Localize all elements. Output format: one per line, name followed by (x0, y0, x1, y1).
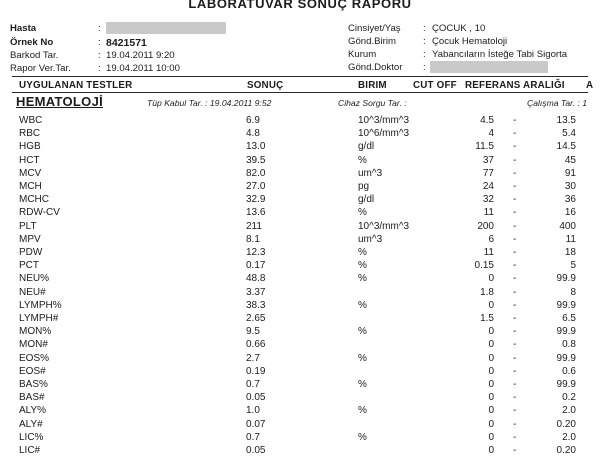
test-name: MCV (19, 167, 42, 179)
result-value: 8.1 (246, 233, 260, 245)
ref-high: 99.9 (556, 273, 576, 285)
test-name: NEU# (19, 286, 46, 298)
gender-age-label: Cinsiyet/Yaş (348, 23, 401, 34)
report-date-label: Rapor Ver.Tar. (10, 63, 71, 74)
result-value: 0.7 (246, 379, 260, 390)
table-row (0, 300, 600, 313)
unit: % (358, 405, 367, 417)
result-value: 82.0 (246, 167, 266, 179)
ref-high: 6.5 (562, 313, 576, 324)
ref-dash: - (513, 418, 517, 430)
ref-low: 0 (488, 379, 494, 390)
test-name: HGB (19, 141, 41, 153)
barcode-date-separator: : (98, 50, 101, 61)
ref-low: 1.8 (480, 286, 494, 298)
table-row (0, 366, 600, 379)
ref-low: 11 (483, 247, 494, 258)
tube-accept-date: Tüp Kabul Tar. : 19.04.2011 9:52 (147, 98, 272, 108)
ref-high: 16 (564, 207, 576, 219)
ref-low: 200 (477, 220, 494, 232)
ref-high: 14.5 (556, 141, 576, 153)
test-name: PLT (19, 220, 37, 232)
unit: % (358, 154, 367, 166)
table-row (0, 260, 600, 273)
result-value: 0.19 (246, 365, 266, 377)
ref-high: 99.9 (556, 299, 576, 311)
sending-unit-separator: : (423, 36, 426, 47)
gender-age-separator: : (423, 23, 426, 34)
ref-dash: - (513, 220, 517, 232)
col-result-header: SONUÇ (247, 80, 284, 91)
table-row (0, 392, 600, 405)
ref-high: 36 (564, 194, 576, 206)
table-row (0, 379, 600, 392)
ref-dash: - (513, 392, 517, 404)
ref-high: 0.6 (562, 365, 576, 377)
ref-dash: - (513, 286, 517, 298)
test-name: WBC (19, 115, 43, 126)
table-row (0, 326, 600, 339)
table-row (0, 445, 600, 458)
institution-separator: : (423, 49, 426, 60)
test-name: LYMPH# (19, 313, 59, 324)
ref-high: 45 (564, 154, 576, 166)
ref-high: 2.0 (562, 405, 576, 417)
table-row (0, 221, 600, 234)
ref-low: 0 (488, 365, 494, 377)
unit: % (358, 247, 367, 258)
ref-dash: - (513, 445, 517, 456)
unit: % (358, 273, 367, 285)
table-row (0, 234, 600, 247)
ref-high: 11 (565, 233, 576, 245)
result-value: 38.3 (246, 299, 266, 311)
test-name: LYMPH% (19, 299, 62, 311)
ref-dash: - (513, 273, 517, 285)
ref-low: 0 (488, 431, 494, 443)
ref-dash: - (513, 379, 517, 390)
unit: um^3 (358, 167, 383, 179)
ref-low: 0 (488, 273, 494, 285)
result-value: 1.0 (246, 405, 260, 417)
ref-dash: - (513, 365, 517, 377)
ref-dash: - (513, 141, 517, 153)
unit: % (358, 326, 367, 338)
test-name: EOS% (19, 352, 50, 364)
ref-low: 1.5 (480, 313, 494, 324)
ref-high: 8 (570, 286, 576, 298)
ref-high: 18 (564, 247, 576, 258)
unit: % (358, 431, 367, 443)
test-name: ALY# (19, 418, 43, 430)
table-row (0, 247, 600, 260)
unit: pg (358, 181, 370, 192)
result-value: 13.0 (246, 141, 266, 153)
ref-high: 0.8 (562, 339, 576, 351)
test-name: RBC (19, 128, 41, 140)
ref-high: 30 (564, 181, 576, 192)
unit: g/dl (358, 194, 375, 206)
header-top-rule (12, 76, 588, 77)
ref-dash: - (513, 194, 517, 206)
test-name: ALY% (19, 405, 47, 417)
table-row (0, 419, 600, 432)
ref-low: 4.5 (480, 115, 494, 126)
result-value: 6.9 (246, 115, 260, 126)
ref-low: 0 (488, 445, 494, 456)
result-value: 2.65 (246, 313, 266, 324)
result-value: 48.8 (246, 273, 266, 285)
ref-dash: - (513, 260, 517, 272)
table-row (0, 181, 600, 194)
test-name: PDW (19, 247, 43, 258)
unit: 10^6/mm^3 (358, 128, 410, 140)
test-name: MON% (19, 326, 52, 338)
unit: % (358, 352, 367, 364)
result-value: 3.37 (246, 286, 266, 298)
sending-unit-label: Gönd.Birim (348, 36, 396, 47)
ref-low: 0 (488, 352, 494, 364)
result-value: 27.0 (246, 181, 266, 192)
test-name: MCHC (19, 194, 49, 206)
ref-high: 13.5 (556, 115, 576, 126)
table-row (0, 168, 600, 181)
result-value: 0.17 (246, 260, 266, 272)
unit: % (358, 379, 367, 390)
ref-dash: - (513, 352, 517, 364)
work-date: Çalışma Tar. : 1 (527, 98, 588, 108)
ref-high: 2.0 (562, 431, 576, 443)
ref-dash: - (513, 181, 517, 192)
test-name: MPV (19, 233, 41, 245)
ref-high: 99.9 (556, 326, 576, 338)
test-name: MCH (19, 181, 42, 192)
report-date-value: 19.04.2011 10:00 (106, 63, 180, 74)
ref-dash: - (513, 154, 517, 166)
sending-unit-value: Çocuk Hematoloji (432, 36, 508, 47)
ref-low: 24 (482, 181, 494, 192)
col-extra-header: A (586, 80, 594, 91)
section-title: HEMATOLOJİ (16, 94, 104, 109)
table-row (0, 405, 600, 418)
barcode-date-value: 19.04.2011 9:20 (106, 50, 175, 61)
ref-dash: - (513, 313, 517, 324)
report-title: LABORATUVAR SONUÇ RAPORU (188, 0, 412, 11)
ref-dash: - (513, 326, 517, 338)
ref-low: 0 (488, 418, 494, 430)
result-value: 9.5 (246, 326, 260, 338)
ref-low: 0 (488, 326, 494, 338)
ref-high: 5.4 (562, 128, 576, 140)
table-row (0, 432, 600, 445)
result-value: 32.9 (246, 194, 266, 206)
unit: g/dl (358, 141, 375, 153)
table-row (0, 287, 600, 300)
sample-no-label: Örnek No (10, 37, 54, 48)
table-row (0, 339, 600, 352)
ref-low: 11.5 (475, 141, 494, 153)
ref-high: 0.20 (556, 445, 576, 456)
ref-low: 6 (488, 233, 494, 245)
ref-dash: - (513, 128, 517, 140)
table-row (0, 128, 600, 141)
result-value: 12.3 (246, 247, 266, 258)
ref-dash: - (513, 233, 517, 245)
ref-dash: - (513, 167, 517, 179)
institution-label: Kurum (348, 49, 377, 60)
test-name: LIC% (19, 431, 44, 443)
patient-name-separator: : (98, 23, 101, 34)
gender-age-value: ÇOCUK , 10 (432, 23, 486, 34)
ref-dash: - (513, 405, 517, 417)
device-query-date: Cihaz Sorgu Tar. : (338, 98, 407, 108)
unit: um^3 (358, 233, 383, 245)
ref-low: 0 (488, 339, 494, 351)
ref-dash: - (513, 207, 517, 219)
result-value: 4.8 (246, 128, 260, 140)
table-row (0, 155, 600, 168)
result-value: 13.6 (246, 207, 266, 219)
result-value: 0.66 (246, 339, 266, 351)
result-value: 0.07 (246, 418, 266, 430)
ref-high: 5 (570, 260, 576, 272)
ref-low: 0 (488, 299, 494, 311)
test-name: NEU% (19, 273, 50, 285)
table-row (0, 273, 600, 286)
col-reference-header: REFERANS ARALIĞI (465, 80, 565, 91)
result-value: 2.7 (246, 352, 260, 364)
ref-high: 99.9 (556, 379, 576, 390)
ref-high: 0.20 (556, 418, 576, 430)
institution-value: Yabancıların İsteğe Tabi Sigorta (432, 49, 568, 60)
ref-low: 32 (482, 194, 494, 206)
sample-no-separator: : (98, 37, 101, 48)
ref-high: 0.2 (562, 392, 576, 404)
ref-dash: - (513, 339, 517, 351)
ref-low: 37 (482, 154, 494, 166)
unit: % (358, 299, 367, 311)
test-name: BAS# (19, 392, 45, 404)
unit: % (358, 207, 367, 219)
table-row (0, 141, 600, 154)
ref-high: 400 (559, 220, 576, 232)
result-value: 0.7 (246, 431, 260, 443)
test-name: PCT (19, 260, 39, 272)
ref-dash: - (513, 247, 517, 258)
table-row (0, 115, 600, 128)
result-value: 0.05 (246, 445, 266, 456)
barcode-date-label: Barkod Tar. (10, 50, 59, 61)
sending-doctor-label: Gönd.Doktor (348, 62, 403, 73)
ref-high: 91 (564, 167, 576, 179)
redacted-patient-name (106, 22, 226, 34)
ref-low: 0 (488, 405, 494, 417)
unit: 10^3/mm^3 (358, 220, 410, 232)
ref-dash: - (513, 431, 517, 443)
result-value: 0.05 (246, 392, 266, 404)
ref-dash: - (513, 115, 517, 126)
table-row (0, 194, 600, 207)
unit: 10^3/mm^3 (358, 115, 410, 126)
test-name: BAS% (19, 379, 48, 390)
table-row (0, 207, 600, 220)
sample-no-value: 8421571 (106, 37, 147, 49)
header-bottom-rule (12, 92, 588, 93)
ref-low: 11 (483, 207, 494, 219)
sending-doctor-separator: : (423, 62, 426, 73)
result-value: 39.5 (246, 154, 266, 166)
ref-dash: - (513, 299, 517, 311)
table-row (0, 353, 600, 366)
ref-low: 77 (482, 167, 494, 179)
unit: % (358, 260, 367, 272)
test-name: HCT (19, 154, 40, 166)
col-cutoff-header: CUT OFF (413, 80, 457, 91)
test-name: LIC# (19, 445, 41, 456)
report-date-separator: : (98, 63, 101, 74)
result-value: 211 (246, 220, 262, 232)
redacted-doctor-name (430, 61, 548, 73)
ref-low: 0.15 (474, 260, 494, 272)
ref-low: 0 (488, 392, 494, 404)
ref-low: 4 (488, 128, 494, 140)
col-unit-header: BIRIM (358, 80, 387, 91)
ref-high: 99.9 (556, 352, 576, 364)
table-row (0, 313, 600, 326)
col-tests-header: UYGULANAN TESTLER (19, 80, 133, 91)
test-name: RDW-CV (19, 207, 60, 219)
patient-name-label: Hasta (10, 23, 37, 34)
test-name: MON# (19, 339, 48, 351)
test-name: EOS# (19, 365, 46, 377)
